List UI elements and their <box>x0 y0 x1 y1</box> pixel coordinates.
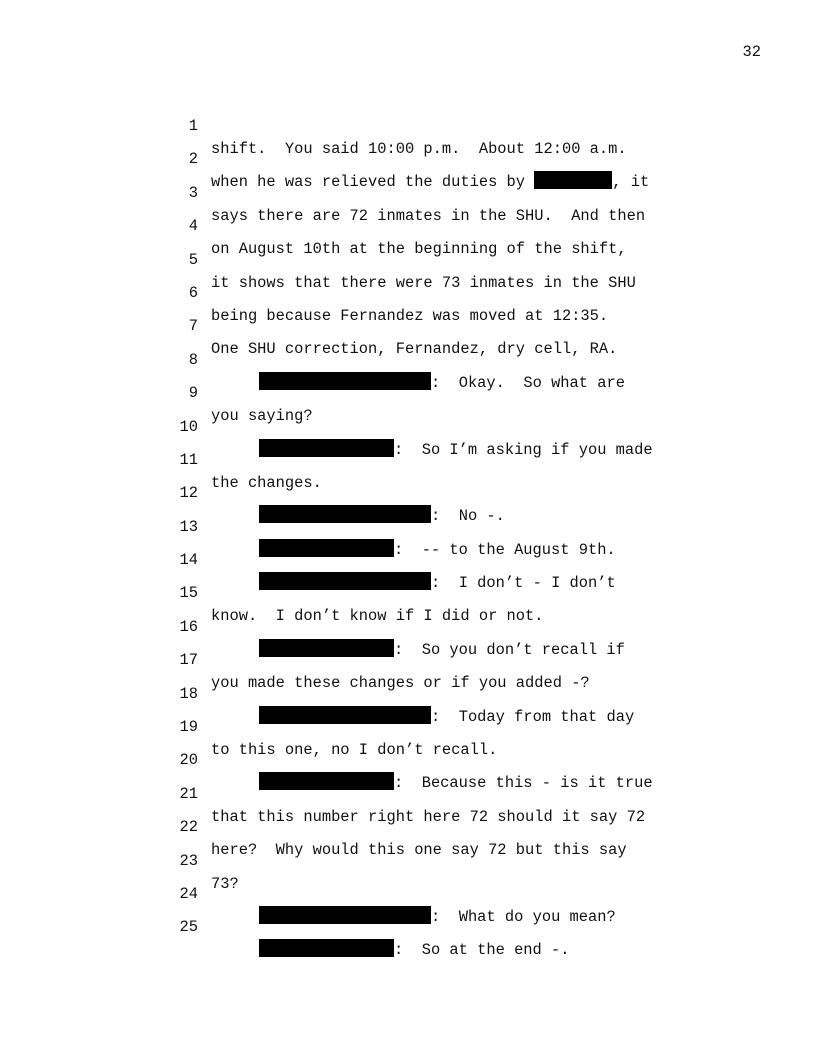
line-number: 7 <box>188 317 198 336</box>
line-number: 20 <box>179 751 198 770</box>
line-number: 19 <box>179 718 198 737</box>
line-text: being because Fernandez was moved at 12:35. <box>211 306 609 325</box>
line-text: know. I don’t know if I did or not. <box>211 607 544 626</box>
transcript-line <box>0 292 816 359</box>
transcript-line <box>0 159 816 225</box>
line-number: 17 <box>179 651 198 670</box>
line-text: the changes. <box>211 473 322 492</box>
line-text: says there are 72 inmates in the SHU. And then <box>211 206 646 225</box>
speaker-line <box>0 860 816 926</box>
line-number: 22 <box>179 818 198 837</box>
transcript-line <box>0 92 816 158</box>
transcript-line <box>0 426 816 492</box>
line-number: 8 <box>188 350 198 369</box>
line-number: 9 <box>188 384 198 403</box>
line-text-before-redaction: when he was relieved the duties by <box>211 173 535 192</box>
line-text: you saying? <box>211 407 313 426</box>
speaker-text <box>259 939 569 962</box>
line-text: : Today from that day <box>431 707 635 726</box>
line-number: 13 <box>179 517 198 536</box>
line-number: 21 <box>179 784 198 803</box>
speaker-name-redaction <box>259 939 394 957</box>
line-text: One SHU correction, Fernandez, dry cell, RA. <box>211 340 618 359</box>
speaker-line <box>0 893 816 960</box>
transcript-line <box>0 125 816 192</box>
transcript-line <box>0 827 816 893</box>
line-text: shift. You said 10:00 p.m. About 12:00 a.m. <box>211 140 627 158</box>
line-number: 4 <box>188 217 198 236</box>
speaker-line <box>0 459 816 526</box>
line-text: : What do you mean? <box>431 907 616 926</box>
line-text-after-redaction: , it <box>612 173 650 192</box>
speaker-line <box>0 493 816 559</box>
line-text: : So you don’t recall if <box>394 640 625 659</box>
line-text: : Okay. So what are <box>431 373 625 392</box>
line-text: 73? <box>211 874 239 893</box>
transcript-line <box>0 559 816 626</box>
line-text: to this one, no I don’t recall. <box>211 741 498 760</box>
transcript-line <box>0 693 816 760</box>
transcript-line <box>0 626 816 693</box>
line-number: 16 <box>179 617 198 636</box>
transcript-line <box>0 760 816 826</box>
line-text: that this number right here 72 should it say 72 <box>211 807 646 826</box>
line-number: 18 <box>179 684 198 703</box>
line-number: 1 <box>188 117 198 135</box>
speaker-line <box>0 660 816 726</box>
line-text: on August 10th at the beginning of the shift, <box>211 240 627 259</box>
speaker-line <box>0 326 816 392</box>
line-number: 11 <box>179 450 198 469</box>
speaker-line <box>0 393 816 459</box>
line-text: : I don’t - I don’t <box>431 574 616 593</box>
line-text: : Because this - is it true <box>394 774 653 793</box>
speaker-line <box>0 726 816 793</box>
transcript-line <box>0 192 816 259</box>
transcript-line <box>0 793 816 860</box>
line-text: here? Why would this one say 72 but this say <box>211 841 627 860</box>
transcript <box>0 92 816 960</box>
line-number: 15 <box>179 584 198 603</box>
line-number: 23 <box>179 851 198 870</box>
line-number: 3 <box>188 183 198 202</box>
line-text: you made these changes or if you added -? <box>211 674 590 693</box>
transcript-line <box>0 359 816 426</box>
transcript-line <box>0 226 816 292</box>
line-text: : So I’m asking if you made <box>394 440 653 459</box>
line-number: 14 <box>179 551 198 570</box>
page-number: 32 <box>742 43 761 61</box>
line-number: 10 <box>179 417 198 436</box>
line-text: : So at the end -. <box>394 941 570 960</box>
line-number: 5 <box>188 250 198 269</box>
line-number: 25 <box>179 918 198 937</box>
speaker-line <box>0 526 816 593</box>
line-text: : -- to the August 9th. <box>394 540 616 559</box>
line-number: 24 <box>179 884 198 903</box>
line-text: it shows that there were 73 inmates in the SHU <box>211 273 636 292</box>
speaker-line <box>0 593 816 659</box>
transcript-line <box>0 259 816 325</box>
line-number: 2 <box>188 150 198 169</box>
line-number: 12 <box>179 484 198 503</box>
line-text: : No -. <box>431 507 505 526</box>
line-number: 6 <box>188 283 198 302</box>
